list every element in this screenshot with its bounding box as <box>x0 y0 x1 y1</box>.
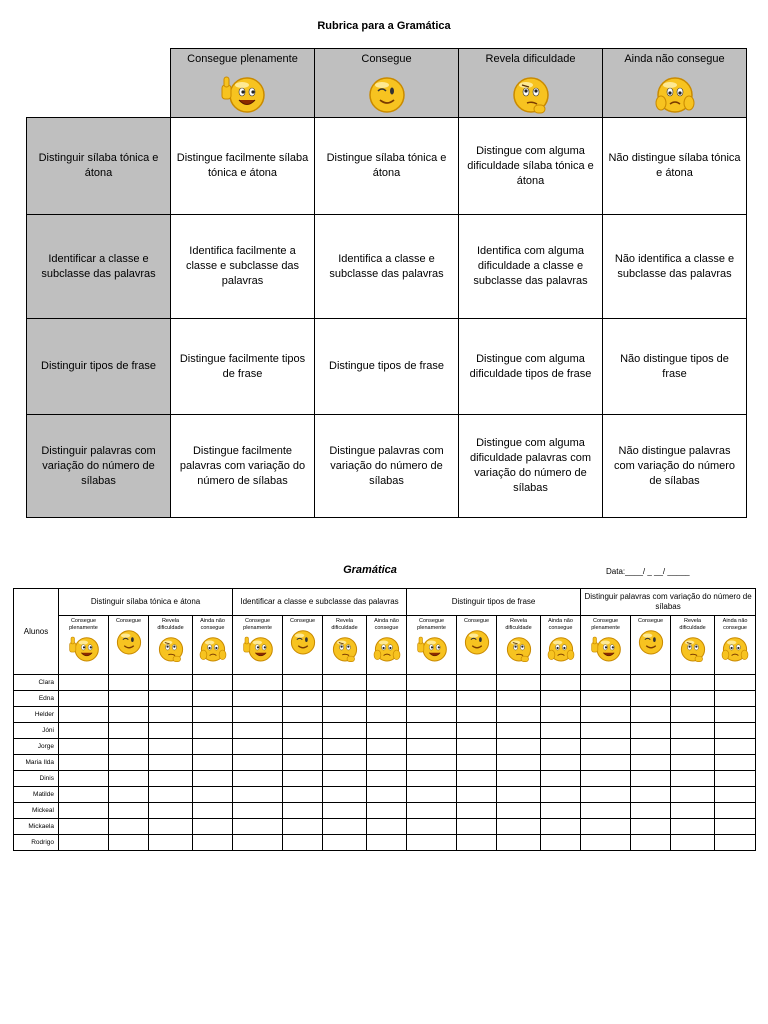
descriptor-cell: Não identifica a classe e subclasse das palavras <box>603 215 747 319</box>
descriptor-cell: Não distingue palavras com variação do número de sílabas <box>603 415 747 518</box>
grade-cell[interactable] <box>283 739 323 755</box>
grade-cell[interactable] <box>541 803 581 819</box>
grade-cell[interactable] <box>193 723 233 739</box>
grade-cell[interactable] <box>193 755 233 771</box>
grade-cell[interactable] <box>715 675 756 691</box>
grade-cell[interactable] <box>59 835 109 851</box>
grade-cell[interactable] <box>323 675 367 691</box>
grid-level-label: Revela dificuldade <box>505 618 532 631</box>
grade-cell[interactable] <box>541 675 581 691</box>
descriptor-cell: Distingue facilmente palavras com variação do número de sílabas <box>171 415 315 518</box>
grid-criteria-row <box>14 589 756 616</box>
grade-cell[interactable] <box>457 691 497 707</box>
grade-cell[interactable] <box>581 707 631 723</box>
thumbs-up-smiley-icon <box>241 633 275 663</box>
level-header-ainda-nao-consegue <box>603 49 747 118</box>
grade-cell[interactable] <box>149 835 193 851</box>
grid-level-header <box>367 616 407 675</box>
grade-cell[interactable] <box>631 691 671 707</box>
grade-cell[interactable] <box>283 691 323 707</box>
descriptor-cell: Identifica a classe e subclasse das palavras <box>315 215 459 319</box>
student-row <box>14 675 756 691</box>
grade-cell[interactable] <box>109 803 149 819</box>
student-row <box>14 819 756 835</box>
grid-level-header <box>59 616 109 675</box>
grade-cell[interactable] <box>233 739 283 755</box>
descriptor-cell: Identifica facilmente a classe e subclasse das palavras <box>171 215 315 319</box>
grade-cell[interactable] <box>323 691 367 707</box>
worried-smiley-icon <box>718 633 752 663</box>
grade-cell[interactable] <box>59 771 109 787</box>
criterion-cell: Identificar a classe e subclasse das palavras <box>27 215 171 319</box>
grade-cell[interactable] <box>671 739 715 755</box>
grade-cell[interactable] <box>497 755 541 771</box>
grade-cell[interactable] <box>671 835 715 851</box>
student-name: Clara <box>14 675 59 691</box>
grade-cell[interactable] <box>233 819 283 835</box>
grade-cell[interactable] <box>233 787 283 803</box>
worried-smiley-icon <box>544 633 578 663</box>
grade-cell[interactable] <box>407 723 457 739</box>
grade-cell[interactable] <box>109 675 149 691</box>
grade-cell[interactable] <box>631 675 671 691</box>
grade-cell[interactable] <box>193 803 233 819</box>
grade-cell[interactable] <box>581 755 631 771</box>
thumbs-up-smiley-icon <box>415 633 449 663</box>
descriptor-cell: Distingue facilmente sílaba tónica e átona <box>171 118 315 215</box>
student-row <box>14 835 756 851</box>
level-header-consegue-plenamente <box>171 49 315 118</box>
grade-cell[interactable] <box>457 787 497 803</box>
grid-level-label: Revela dificuldade <box>679 618 706 631</box>
student-name: Jorge <box>14 739 59 755</box>
grade-cell[interactable] <box>631 787 671 803</box>
student-name: Helder <box>14 707 59 723</box>
grade-cell[interactable] <box>193 707 233 723</box>
grade-cell[interactable] <box>631 707 671 723</box>
rubric-table <box>26 48 747 518</box>
student-name: Matilde <box>14 787 59 803</box>
grade-cell[interactable] <box>497 691 541 707</box>
rubric-row <box>27 319 747 415</box>
grade-cell[interactable] <box>233 771 283 787</box>
grid-title: Gramática <box>343 564 397 576</box>
grid-level-label: Consegue plenamente <box>417 618 446 631</box>
grade-cell[interactable] <box>149 803 193 819</box>
grade-cell[interactable] <box>631 771 671 787</box>
grade-cell[interactable] <box>109 739 149 755</box>
grade-cell[interactable] <box>283 707 323 723</box>
grade-cell[interactable] <box>581 723 631 739</box>
grade-cell[interactable] <box>233 723 283 739</box>
winking-smiley-icon <box>634 626 668 656</box>
grade-cell[interactable] <box>671 675 715 691</box>
grade-cell[interactable] <box>149 739 193 755</box>
thinking-smiley-icon <box>676 633 710 663</box>
grade-cell[interactable] <box>715 835 756 851</box>
level-header-revela-dificuldade <box>459 49 603 118</box>
grid-level-label: Consegue <box>463 618 490 624</box>
grade-cell[interactable] <box>233 835 283 851</box>
grade-cell[interactable] <box>497 675 541 691</box>
level-label: Consegue plenamente <box>187 53 298 65</box>
student-grid <box>13 588 756 851</box>
grade-cell[interactable] <box>581 803 631 819</box>
grade-cell[interactable] <box>233 707 283 723</box>
rubric-row <box>27 215 747 319</box>
grade-cell[interactable] <box>581 835 631 851</box>
grade-cell[interactable] <box>581 771 631 787</box>
grade-cell[interactable] <box>323 755 367 771</box>
grade-cell[interactable] <box>541 787 581 803</box>
grade-cell[interactable] <box>407 739 457 755</box>
student-name: Maria Ilda <box>14 755 59 771</box>
grade-cell[interactable] <box>367 787 407 803</box>
grade-cell[interactable] <box>233 675 283 691</box>
grade-cell[interactable] <box>59 755 109 771</box>
rubric-title: Rubrica para a Gramática <box>317 20 451 32</box>
student-name: Rodrigo <box>14 835 59 851</box>
grade-cell[interactable] <box>109 755 149 771</box>
grade-cell[interactable] <box>581 739 631 755</box>
grade-cell[interactable] <box>109 771 149 787</box>
grade-cell[interactable] <box>407 691 457 707</box>
grade-cell[interactable] <box>497 723 541 739</box>
grade-cell[interactable] <box>631 819 671 835</box>
student-row <box>14 691 756 707</box>
criterion-cell: Distinguir tipos de frase <box>27 319 171 415</box>
grade-cell[interactable] <box>541 771 581 787</box>
grid-level-header <box>631 616 671 675</box>
student-row <box>14 755 756 771</box>
worried-smiley-icon <box>651 71 699 115</box>
student-row <box>14 787 756 803</box>
grade-cell[interactable] <box>109 691 149 707</box>
grade-cell[interactable] <box>149 819 193 835</box>
descriptor-cell: Identifica com alguma dificuldade a classe e subclasse das palavras <box>459 215 603 319</box>
grade-cell[interactable] <box>283 835 323 851</box>
grade-cell[interactable] <box>497 739 541 755</box>
rubric-header-row <box>27 49 747 118</box>
grade-cell[interactable] <box>457 739 497 755</box>
grade-cell[interactable] <box>367 771 407 787</box>
thumbs-up-smiley-icon <box>219 71 267 115</box>
grade-cell[interactable] <box>671 691 715 707</box>
grade-cell[interactable] <box>193 675 233 691</box>
thumbs-up-smiley-icon <box>589 633 623 663</box>
grade-cell[interactable] <box>581 787 631 803</box>
descriptor-cell: Não distingue tipos de frase <box>603 319 747 415</box>
grade-cell[interactable] <box>233 803 283 819</box>
grade-cell[interactable] <box>497 835 541 851</box>
student-name: Jóni <box>14 723 59 739</box>
grid-level-header <box>671 616 715 675</box>
grid-level-label: Consegue <box>638 618 664 624</box>
descriptor-cell: Distingue com alguma dificuldade tipos de frase <box>459 319 603 415</box>
grade-cell[interactable] <box>233 691 283 707</box>
grade-cell[interactable] <box>497 707 541 723</box>
thinking-smiley-icon <box>154 633 188 663</box>
thinking-smiley-icon <box>507 71 555 115</box>
alunos-header: Alunos <box>14 589 59 675</box>
grade-cell[interactable] <box>715 771 756 787</box>
descriptor-cell: Distingue com alguma dificuldade palavras com variação do número de sílabas <box>459 415 603 518</box>
grid-criterion-header: Identificar a classe e subclasse das palavras <box>233 589 407 616</box>
grade-cell[interactable] <box>283 723 323 739</box>
grid-level-label: Ainda não consegue <box>548 618 573 631</box>
grid-level-label: Consegue <box>289 618 316 624</box>
grade-cell[interactable] <box>407 675 457 691</box>
grade-cell[interactable] <box>59 803 109 819</box>
grid-level-header <box>407 616 457 675</box>
rubric-row <box>27 415 747 518</box>
grade-cell[interactable] <box>715 739 756 755</box>
grid-level-label: Consegue plenamente <box>591 618 620 631</box>
grade-cell[interactable] <box>367 739 407 755</box>
descriptor-cell: Distingue palavras com variação do número de sílabas <box>315 415 459 518</box>
grid-levels-row <box>14 616 756 675</box>
grade-cell[interactable] <box>541 707 581 723</box>
grade-cell[interactable] <box>59 691 109 707</box>
grade-cell[interactable] <box>109 787 149 803</box>
grade-cell[interactable] <box>149 723 193 739</box>
grade-cell[interactable] <box>457 675 497 691</box>
grade-cell[interactable] <box>367 691 407 707</box>
grade-cell[interactable] <box>323 819 367 835</box>
thinking-smiley-icon <box>502 633 536 663</box>
worried-smiley-icon <box>196 633 230 663</box>
thinking-smiley-icon <box>328 633 362 663</box>
grade-cell[interactable] <box>59 787 109 803</box>
grade-cell[interactable] <box>323 707 367 723</box>
grade-cell[interactable] <box>109 723 149 739</box>
winking-smiley-icon <box>112 626 146 656</box>
grid-criterion-header: Distinguir palavras com variação do número de sílabas <box>581 589 756 616</box>
student-row <box>14 739 756 755</box>
grade-cell[interactable] <box>367 803 407 819</box>
grid-level-header <box>457 616 497 675</box>
grade-cell[interactable] <box>457 819 497 835</box>
grade-cell[interactable] <box>581 819 631 835</box>
grid-level-header <box>233 616 283 675</box>
grade-cell[interactable] <box>367 835 407 851</box>
grid-level-header <box>715 616 756 675</box>
grid-level-label: Consegue plenamente <box>243 618 272 631</box>
grade-cell[interactable] <box>323 803 367 819</box>
grid-level-label: Ainda não consegue <box>200 618 225 631</box>
grade-cell[interactable] <box>149 771 193 787</box>
grade-cell[interactable] <box>323 787 367 803</box>
grid-level-label: Consegue plenamente <box>69 618 98 631</box>
grade-cell[interactable] <box>367 675 407 691</box>
grade-cell[interactable] <box>631 723 671 739</box>
grade-cell[interactable] <box>193 691 233 707</box>
grade-cell[interactable] <box>715 691 756 707</box>
grade-cell[interactable] <box>541 691 581 707</box>
grade-cell[interactable] <box>497 819 541 835</box>
grade-cell[interactable] <box>367 723 407 739</box>
grade-cell[interactable] <box>283 787 323 803</box>
grade-cell[interactable] <box>193 787 233 803</box>
grade-cell[interactable] <box>407 707 457 723</box>
grade-cell[interactable] <box>671 771 715 787</box>
grade-cell[interactable] <box>581 691 631 707</box>
grid-level-header <box>581 616 631 675</box>
grid-level-header <box>109 616 149 675</box>
grade-cell[interactable] <box>407 755 457 771</box>
grade-cell[interactable] <box>59 707 109 723</box>
student-row <box>14 803 756 819</box>
grade-cell[interactable] <box>671 819 715 835</box>
thumbs-up-smiley-icon <box>67 633 101 663</box>
grade-cell[interactable] <box>715 819 756 835</box>
grade-cell[interactable] <box>323 723 367 739</box>
grid-level-header <box>149 616 193 675</box>
rubric-corner <box>27 49 171 118</box>
grade-cell[interactable] <box>457 707 497 723</box>
winking-smiley-icon <box>286 626 320 656</box>
grade-cell[interactable] <box>367 755 407 771</box>
grade-cell[interactable] <box>59 723 109 739</box>
grade-cell[interactable] <box>109 819 149 835</box>
grade-cell[interactable] <box>457 723 497 739</box>
student-row <box>14 723 756 739</box>
grade-cell[interactable] <box>631 835 671 851</box>
grid-level-header <box>283 616 323 675</box>
grade-cell[interactable] <box>323 771 367 787</box>
grid-level-header <box>193 616 233 675</box>
level-label: Revela dificuldade <box>485 53 576 65</box>
grade-cell[interactable] <box>59 675 109 691</box>
grade-cell[interactable] <box>541 755 581 771</box>
grid-level-label: Revela dificuldade <box>331 618 358 631</box>
worried-smiley-icon <box>370 633 404 663</box>
student-row <box>14 707 756 723</box>
grid-level-header <box>323 616 367 675</box>
descriptor-cell: Distingue facilmente tipos de frase <box>171 319 315 415</box>
student-name: Edna <box>14 691 59 707</box>
grade-cell[interactable] <box>109 707 149 723</box>
grade-cell[interactable] <box>367 707 407 723</box>
grade-cell[interactable] <box>367 819 407 835</box>
grade-cell[interactable] <box>631 739 671 755</box>
level-label: Consegue <box>361 53 412 65</box>
criterion-cell: Distinguir sílaba tónica e átona <box>27 118 171 215</box>
grade-cell[interactable] <box>715 723 756 739</box>
grade-cell[interactable] <box>323 739 367 755</box>
grade-cell[interactable] <box>407 803 457 819</box>
grade-cell[interactable] <box>283 755 323 771</box>
rubric-row <box>27 118 747 215</box>
grade-cell[interactable] <box>715 803 756 819</box>
grade-cell[interactable] <box>497 771 541 787</box>
grade-cell[interactable] <box>671 755 715 771</box>
grade-cell[interactable] <box>671 787 715 803</box>
student-name: Mickeal <box>14 803 59 819</box>
grade-cell[interactable] <box>457 755 497 771</box>
grade-cell[interactable] <box>109 835 149 851</box>
grid-level-header <box>541 616 581 675</box>
grade-cell[interactable] <box>541 819 581 835</box>
grade-cell[interactable] <box>407 787 457 803</box>
grade-cell[interactable] <box>541 739 581 755</box>
winking-smiley-icon <box>460 626 494 656</box>
grid-level-label: Ainda não consegue <box>722 618 748 631</box>
grade-cell[interactable] <box>193 819 233 835</box>
grade-cell[interactable] <box>715 787 756 803</box>
grade-cell[interactable] <box>631 755 671 771</box>
grade-cell[interactable] <box>323 835 367 851</box>
grade-cell[interactable] <box>541 835 581 851</box>
grade-cell[interactable] <box>407 835 457 851</box>
grade-cell[interactable] <box>671 723 715 739</box>
grade-cell[interactable] <box>149 675 193 691</box>
grade-cell[interactable] <box>497 787 541 803</box>
grade-cell[interactable] <box>283 675 323 691</box>
grade-cell[interactable] <box>149 755 193 771</box>
level-header-consegue <box>315 49 459 118</box>
grade-cell[interactable] <box>193 739 233 755</box>
grade-cell[interactable] <box>283 771 323 787</box>
grade-cell[interactable] <box>541 723 581 739</box>
student-name: Dinis <box>14 771 59 787</box>
grid-level-header <box>497 616 541 675</box>
grade-cell[interactable] <box>407 819 457 835</box>
grade-cell[interactable] <box>457 803 497 819</box>
grade-cell[interactable] <box>149 691 193 707</box>
date-field: Data:____/ _ __/ _____ <box>606 567 690 576</box>
grade-cell[interactable] <box>59 819 109 835</box>
descriptor-cell: Distingue sílaba tónica e átona <box>315 118 459 215</box>
grid-level-label: Ainda não consegue <box>374 618 399 631</box>
grid-level-label: Consegue <box>115 618 142 624</box>
grade-cell[interactable] <box>149 707 193 723</box>
descriptor-cell: Distingue tipos de frase <box>315 319 459 415</box>
descriptor-cell: Não distingue sílaba tónica e átona <box>603 118 747 215</box>
grade-cell[interactable] <box>407 771 457 787</box>
grade-cell[interactable] <box>581 675 631 691</box>
student-row <box>14 771 756 787</box>
grid-criterion-header: Distinguir tipos de frase <box>407 589 581 616</box>
grade-cell[interactable] <box>715 755 756 771</box>
grade-cell[interactable] <box>497 803 541 819</box>
grade-cell[interactable] <box>193 835 233 851</box>
grade-cell[interactable] <box>671 707 715 723</box>
level-label: Ainda não consegue <box>624 53 725 65</box>
grid-level-label: Revela dificuldade <box>157 618 184 631</box>
student-name: Mickaela <box>14 819 59 835</box>
criterion-cell: Distinguir palavras com variação do número de sílabas <box>27 415 171 518</box>
grade-cell[interactable] <box>283 819 323 835</box>
descriptor-cell: Distingue com alguma dificuldade sílaba tónica e átona <box>459 118 603 215</box>
grade-cell[interactable] <box>631 803 671 819</box>
grade-cell[interactable] <box>283 803 323 819</box>
grade-cell[interactable] <box>59 739 109 755</box>
winking-smiley-icon <box>363 71 411 115</box>
grade-cell[interactable] <box>149 787 193 803</box>
grade-cell[interactable] <box>457 771 497 787</box>
grid-criterion-header: Distinguir sílaba tónica e átona <box>59 589 233 616</box>
grade-cell[interactable] <box>457 835 497 851</box>
grade-cell[interactable] <box>193 771 233 787</box>
grade-cell[interactable] <box>233 755 283 771</box>
grade-cell[interactable] <box>715 707 756 723</box>
grade-cell[interactable] <box>671 803 715 819</box>
